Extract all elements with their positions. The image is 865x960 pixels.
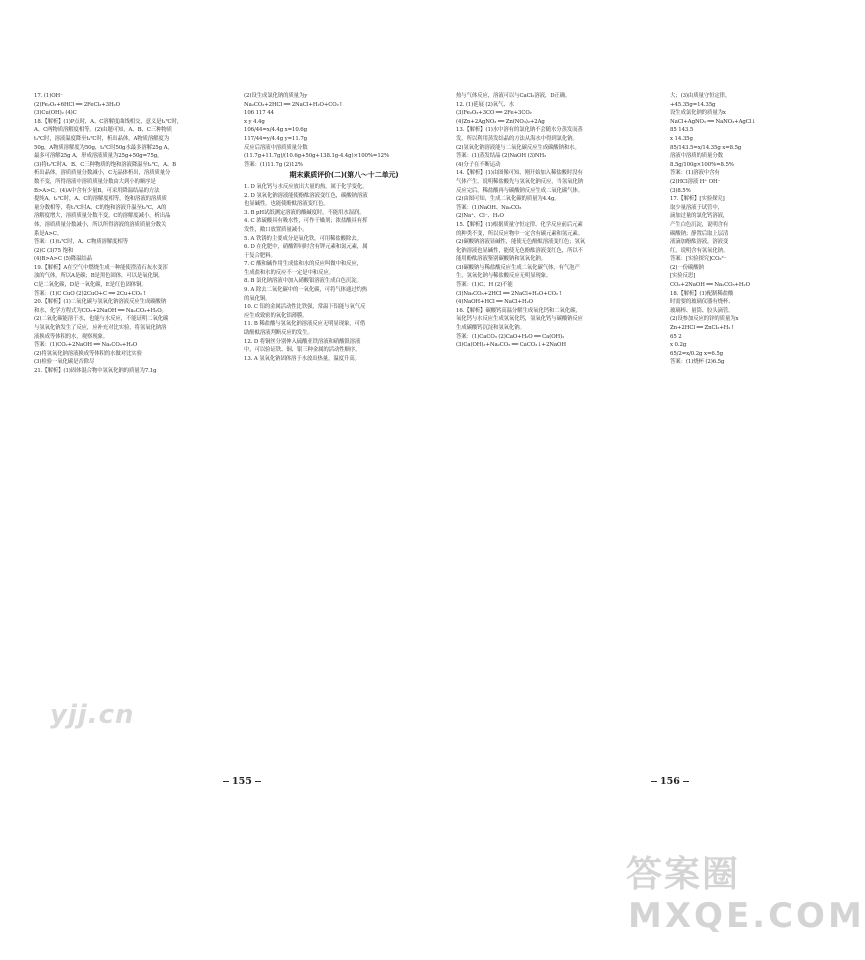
text-line: +45.35g=14.35g — [670, 101, 716, 108]
text-line: 产生白色沉淀，说明含有 — [670, 221, 729, 228]
text-line: 体，溶质质量分数减小，所以所得溶液的溶质质量分数关 — [34, 221, 167, 228]
text-line: 19.【解析】A在空气中燃烧生成一种能使澄清石灰水变浑 — [34, 264, 168, 271]
text-line: 碳酸钠；静置后取上层清 — [670, 230, 729, 237]
text-line: (3)Cu(OH)₂ (4)C — [34, 110, 77, 117]
text-line: 浊的气体，所以A是碳；B是黑色固体，可以是氧化铜， — [34, 273, 164, 280]
text-line: 答案：[实验探究]CO₃²⁻ — [670, 256, 727, 263]
text-line: 气体产生，说明稀盐酸先与氢氧化钠反应，当氢氧化钠 — [456, 178, 583, 185]
text-line: 提纯A。t₁℃时，A、C的溶解度相等，饱和溶液的溶质质 — [34, 196, 167, 203]
text-line: 溶液中溶质的质量分数 — [670, 153, 723, 160]
text-line: CO₂+2NaOH ══ Na₂CO₃+H₂O — [670, 282, 750, 289]
text-line: 系是A>C。 — [34, 230, 63, 237]
text-line: 答案：(1)C CuO (2)2CuO+C ══ 2Cu+CO₂↑ — [34, 290, 147, 297]
text-line: (3)Na₂CO₃+2HCl ══ 2NaCl+H₂O+CO₂↑ — [456, 290, 563, 297]
watermark-logo: 答案圈 — [626, 854, 741, 895]
text-line: 65/2=x/0.2g x=6.5g — [670, 350, 723, 357]
text-line: 也显碱性，也能使酚酞溶液变红色。 — [244, 201, 329, 208]
text-line: 的种类不变，所以反应物中一定含有碳元素和氢元素。 — [456, 230, 583, 237]
text-line: 17.【解析】[实验探究] — [670, 196, 725, 203]
text-line: 8. B 氯化钠溶液中加入硝酸银溶液生成白色沉淀。 — [244, 278, 362, 285]
text-line: 11. B 稀盐酸与氢氧化钠溶液反应无明显现象，可借 — [244, 321, 366, 328]
text-line: 18.【解析】(1)P点时，A、C溶解度曲线相交，意义是t₁℃时， — [34, 118, 183, 125]
text-line: (2)HCl溶液 H⁺ OH⁻ — [670, 178, 721, 185]
text-line: 8.5g/100g×100%=8.5% — [670, 161, 734, 168]
text-line: 6. D 在化肥中，硝酸钾同时含有钾元素和氮元素，属 — [244, 244, 368, 251]
text-line: 106 117 44 — [244, 110, 274, 117]
text-line: (3)8.5% — [670, 187, 691, 194]
text-line: 设生成氯化钠的质量为x — [670, 110, 726, 117]
text-line: 117/44=y/4.4g y=11.7g — [244, 135, 307, 142]
text-line: (3)Fe₂O₃+3CO ══ 2Fe+3CO₂ — [456, 110, 532, 117]
text-line: 和水，化学方程式为CO₂+2NaOH ══ Na₂CO₃+H₂O。 — [34, 307, 167, 314]
text-line: 液换成等体积的水，观察现象。 — [34, 333, 109, 340]
text-line: (2)氢氧化钠溶液能与二氧化碳反应生成碳酸钠和水。 — [456, 144, 580, 151]
text-line: 2. D 氢氧化钠溶液能使酚酞溶液变红色，碳酸钠溶液 — [244, 192, 368, 199]
text-line: (3)Ca(OH)₂+Na₂CO₃ ══ CaCO₃↓+2NaOH — [456, 342, 566, 349]
text-line: (2)Fe₂O₃+6HCl ══ 2FeCl₃+3H₂O — [34, 101, 120, 108]
watermark-left: yjj.cn — [50, 700, 135, 730]
text-line: 助酚酞溶液判断反应的发生。 — [244, 330, 313, 337]
watermark-url: MXQE.COM — [628, 896, 865, 936]
text-line: (3)碳酸钠与稀盐酸反应生成二氧化碳气体，有气泡产 — [456, 264, 580, 271]
text-line: 最多可溶解25g A，形成溶液质量为25g+50g=75g。 — [34, 153, 163, 160]
text-line: 答案：(1)蒸发结晶 (2)NaOH (3)NH₃ — [456, 153, 547, 160]
text-line: (2)Na⁺、Cl⁻、H₂O — [456, 213, 504, 220]
text-line: 65 2 — [670, 333, 682, 340]
text-line: 中，可以验证铁、铜、银三种金属的活动性顺序。 — [244, 347, 361, 354]
text-line: (11.7g+11.7g)/(10.6g+50g+138.1g-4.4g)×100%=12% — [244, 153, 390, 160]
text-line: 液滴加酚酞溶液，溶液变 — [670, 239, 729, 246]
text-line: 数不变，所得溶液中溶质质量分数由大到小的顺序是 — [34, 178, 156, 185]
text-line: 反应后溶液中溶质质量分数 — [244, 144, 308, 151]
text-line: 10. C 铝的金属活动性比铁强，常温下铝能与氧气反 — [244, 304, 366, 311]
text-line: 溶解度增大，溶质质量分数不变，C的溶解度减小，析出晶 — [34, 213, 171, 220]
text-line: (4)B>A>C (5)降温结晶 — [34, 256, 92, 263]
text-line: (2)碳酸钠溶液显碱性，能使无色酚酞溶液变红色；氢氧 — [456, 239, 586, 246]
text-line: 应生成致密的氧化铝薄膜。 — [244, 312, 308, 319]
text-line: t₂℃时，溶液温度降至t₁℃时，析出晶体，A物质溶解度为 — [34, 135, 170, 142]
text-line: 答案：(1)烧杯 (2)6.5g — [670, 359, 725, 366]
text-line: 滴加过量的氯化钙溶液， — [670, 213, 729, 220]
text-line: 18.【解析】(1)配制稀盐酸 — [670, 290, 734, 297]
text-line: (2)将氢氧化钠溶液换成等体积的水做对比实验 — [34, 350, 142, 357]
column-4 — [670, 92, 810, 367]
text-line: 85 143.5 — [670, 127, 694, 134]
text-line: (4)Zn+2AgNO₃ ══ Zn(NO₃)₂+2Ag — [456, 118, 545, 125]
text-line: x 14.35g — [670, 135, 693, 142]
text-line: 答案：(1)11.7g (2)12% — [244, 161, 303, 168]
text-line: (2)设参加反应的锌的质量为x — [670, 316, 739, 323]
text-line: 反应完后，稀盐酸再与碳酸钠反应生成二氧化碳气体。 — [456, 187, 583, 194]
text-line: 红，说明含有氢氧化钠。 — [670, 247, 729, 254]
text-line: 取少量溶液于试管中， — [670, 204, 723, 211]
text-line: 12. D 将铜丝分别伸入硫酸亚铁溶液和硝酸银溶液 — [244, 338, 361, 345]
text-line: 于复合肥料。 — [244, 252, 276, 259]
text-line: Zn+2HCl ══ ZnCl₂+H₂↑ — [670, 325, 735, 332]
text-line: x 0.2g — [670, 342, 687, 349]
text-line: (2)由图可知，生成二氧化碳的质量为4.4g。 — [456, 196, 560, 203]
text-line: 106/44=x/4.4g x=10.6g — [244, 127, 307, 134]
text-line: 3. B pH试纸测定溶液的酸碱度时，不能用水湿润。 — [244, 209, 365, 216]
text-line: (3)检验一氧化碳是否除尽 — [34, 359, 95, 366]
text-line: 5. A 铁锈的主要成分是氧化铁，可用稀盐酸除去。 — [244, 235, 362, 242]
text-line: [实验反思] — [670, 273, 696, 280]
text-line: 量分数相等，将t₁℃时A、C的饱和溶液升温至t₂℃，A的 — [34, 204, 167, 211]
text-line: 85/143.5=x/14.35g x=8.5g — [670, 144, 742, 151]
text-line: 15.【解析】(1)根据质量守恒定律，化学反应前后元素 — [456, 221, 583, 228]
text-line: 答案：(1)t₁℃时，A、C物质溶解度相等 — [34, 239, 128, 246]
text-line: 13.【解析】(1)水中溶有的氯化钠不会随水分蒸发而蒸 — [456, 127, 583, 134]
text-line: x y 4.4g — [244, 118, 265, 125]
text-line: (2)设生成氯化钠的质量为y — [244, 93, 308, 99]
text-line: 12. (1)延展 (2)氧气、水 — [456, 101, 514, 108]
column-1 — [34, 92, 234, 376]
text-line: 析出晶体，溶质质量分数减小，C无晶体析出，溶质质量分 — [34, 170, 171, 177]
text-line: 21.【解析】(1)固体混合物中氢氧化钠的质量为7.1g — [34, 368, 157, 374]
page-number-left: 155 — [220, 776, 264, 787]
text-line: Na₂CO₃+2HCl ══ 2NaCl+H₂O+CO₂↑ — [244, 101, 344, 108]
text-line: 大；(3)由质量守恒定律， — [670, 93, 731, 99]
text-line: 氧化钙与水反应生成氢氧化钙，氢氧化钙与碳酸钠反应 — [456, 316, 583, 323]
text-line: 20.【解析】(1)二氧化碳与氢氧化钠溶液反应生成碳酸钠 — [34, 299, 167, 306]
text-line: C是二氧化碳，D是一氧化碳，E是红色固体铜。 — [34, 282, 147, 289]
text-line: 答案：(1)CO₂+2NaOH ══ Na₂CO₃+H₂O — [34, 342, 138, 349]
text-line: (2)C (3)75 饱和 — [34, 247, 74, 254]
column-2 — [244, 92, 444, 363]
text-line: 时需要的玻璃仪器有烧杯、 — [670, 299, 734, 306]
text-line: 生，氢氧化钠与稀盐酸反应无明显现象。 — [456, 273, 552, 280]
text-line: (2)一份碳酸钠 — [670, 264, 704, 271]
text-line: (4)NaOH+HCl ══ NaCl+H₂O — [456, 299, 533, 306]
text-line: 玻璃棒、量筒、胶头滴管。 — [670, 307, 734, 314]
text-line: 9. A 除去二氧化碳中的一氧化碳，可将气体通过灼热 — [244, 287, 368, 294]
text-line: 与氢氧化钠发生了反应，应补充对比实验，将氢氧化钠溶 — [34, 325, 167, 332]
text-line: 热与气体反应，溶液可以与CaCl₂溶液，D正确。 — [456, 93, 571, 99]
text-line: 16.【解析】碳酸钙高温分解生成氧化钙和二氧化碳， — [456, 307, 581, 314]
text-line: 4. C 浓硫酸具有吸水性，可作干燥剂；浓盐酸具有挥 — [244, 218, 368, 225]
text-line: 发，所以利用蒸发结晶的方法从海水中得到氯化钠。 — [456, 135, 578, 142]
text-line: 化钠溶液也显碱性，能使无色酚酞溶液变红色，所以不 — [456, 247, 583, 254]
column-3 — [456, 92, 656, 350]
text-line: (2)二氧化碳能溶于水，也能与水反应，不能证明二氧化碳 — [34, 316, 169, 323]
text-line: 17. (1)OH⁻ — [34, 93, 63, 99]
text-line: (3)将t₂℃时A、B、C三种物质的饱和溶液降温至t₁℃，A、B — [34, 161, 177, 168]
text-line: 能用酚酞溶液鉴别碳酸钠和氢氧化钠。 — [456, 256, 546, 263]
text-line: 1. D 氧化钙与水反应放出大量的热，属于化学变化。 — [244, 183, 368, 190]
page-number-right: 156 — [648, 776, 692, 787]
text-line: 生成盐和水的反应不一定是中和反应。 — [244, 269, 334, 276]
text-line: 答案：(1)溶液中含有 — [670, 170, 720, 177]
text-line: 14.【解析】(1)由图像可知，刚开始加入稀盐酸时没有 — [456, 170, 583, 177]
text-line: 答案：(1)NaOH、Na₂CO₃ — [456, 204, 522, 211]
text-line: NaCl+AgNO₃ ══ NaNO₃+AgCl↓ — [670, 118, 756, 125]
text-line: 答案：(1)CaCO₃ (2)CaO+H₂O ══ Ca(OH)₂ — [456, 333, 565, 340]
text-line: A、C两物质溶解度相等。(2)由题可知，A、B、C三种物质 — [34, 127, 172, 134]
text-line: 的氧化铜。 — [244, 295, 271, 302]
text-line: B>A>C。(4)A中含有少量B，可采用降温结晶的方法 — [34, 187, 160, 194]
text-line: (4)分子在不断运动 — [456, 161, 501, 168]
section-title: 期末素质评价(二)(第八～十二单元) — [289, 171, 399, 180]
text-line: 7. C 酸和碱作用生成盐和水的反应叫做中和反应， — [244, 261, 363, 268]
text-line: 13. A 氢氧化钠固体溶于水放出热量，温度升高。 — [244, 355, 360, 362]
text-line: 50g，A物质溶解度为50g，t₂℃时50g水最多溶解25g A， — [34, 144, 173, 151]
text-line: 答案：(1)C、H (2)不能 — [456, 282, 513, 289]
text-line: 发性，敞口放置质量减小。 — [244, 226, 308, 233]
text-line: 生成碳酸钙沉淀和氢氧化钠。 — [456, 325, 525, 332]
